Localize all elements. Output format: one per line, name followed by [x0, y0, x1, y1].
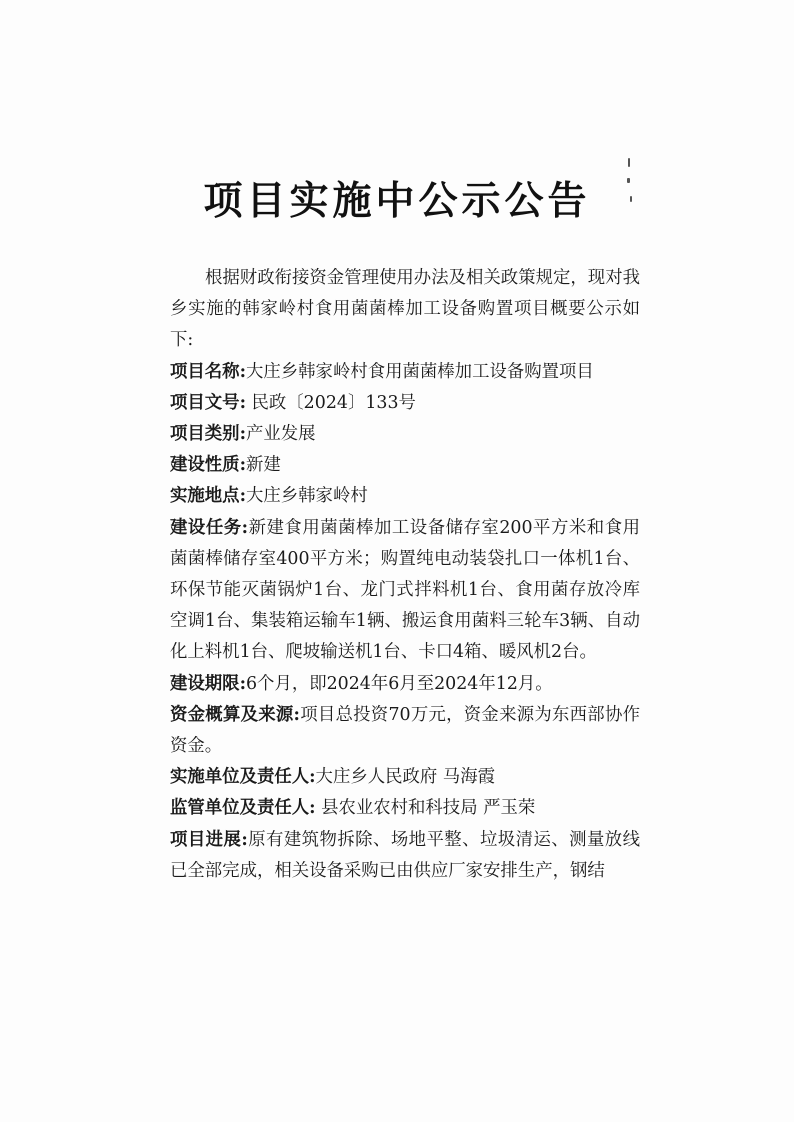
field-label: 项目进展: [170, 829, 248, 850]
field-value: 民政〔2024〕133号 [245, 392, 416, 413]
field-value: 原有建筑物拆除、场地平整、垃圾清运、测量放线已全部完成，相关设备采购已由供应厂家安排生产，钢结 [170, 829, 640, 881]
field-implementing-unit [170, 762, 640, 793]
field-value: 大庄乡人民政府 马海霞 [315, 767, 495, 788]
document-title: 项目实施中公示公告 [203, 178, 591, 224]
field-label: 建设性质: [170, 455, 246, 476]
field-value: 大庄乡韩家岭村食用菌菌棒加工设备购置项目 [245, 361, 594, 382]
field-construction-period [170, 669, 640, 700]
field-value: 大庄乡韩家岭村 [245, 486, 368, 507]
field-label: 项目类别: [170, 424, 246, 445]
document-body [170, 263, 640, 887]
scan-artifact [628, 158, 630, 167]
field-label: 项目文号: [170, 392, 246, 413]
field-progress [170, 825, 640, 887]
field-value: 新建食用菌菌棒加工设备储存室200平方米和食用菌菌棒储存室400平方米；购置纯电动装袋扎口一体机1台、环保节能灭菌锅炉1台、龙门式拌料机1台、食用菌存放冷库空调1台、集装箱运输车1辆、搬运食用菌料三轮车3辆、自动化上料机1台、爬坡输送机1台、卡口4箱、暖风机2台。 [170, 517, 640, 663]
field-label: 监管单位及责任人: [170, 798, 316, 819]
field-construction-tasks [170, 513, 640, 669]
field-label: 资金概算及来源: [170, 704, 300, 725]
intro-paragraph: 根据财政衔接资金管理使用办法及相关政策规定，现对我乡实施的韩家岭村食用菌菌棒加工设备购置项目概要公示如下: [170, 268, 640, 351]
field-label: 建设期限: [170, 673, 246, 694]
field-supervising-unit [170, 793, 640, 824]
field-funding [170, 700, 640, 762]
field-label: 项目名称: [170, 361, 246, 382]
field-value: 6个月，即2024年6月至2024年12月。 [245, 673, 553, 694]
field-construction-nature [170, 450, 640, 481]
field-label: 实施单位及责任人: [170, 767, 316, 788]
field-value: 县农业农村和科技局 严玉荣 [315, 798, 536, 819]
field-value: 产业发展 [245, 424, 316, 445]
field-project-name [170, 357, 640, 388]
field-label: 建设任务: [170, 517, 249, 538]
field-value: 新建 [245, 455, 281, 476]
field-location [170, 481, 640, 512]
field-document-number [170, 388, 640, 419]
field-project-category [170, 419, 640, 450]
field-label: 实施地点: [170, 486, 246, 507]
field-value: 项目总投资70万元，资金来源为东西部协作资金。 [170, 704, 640, 757]
